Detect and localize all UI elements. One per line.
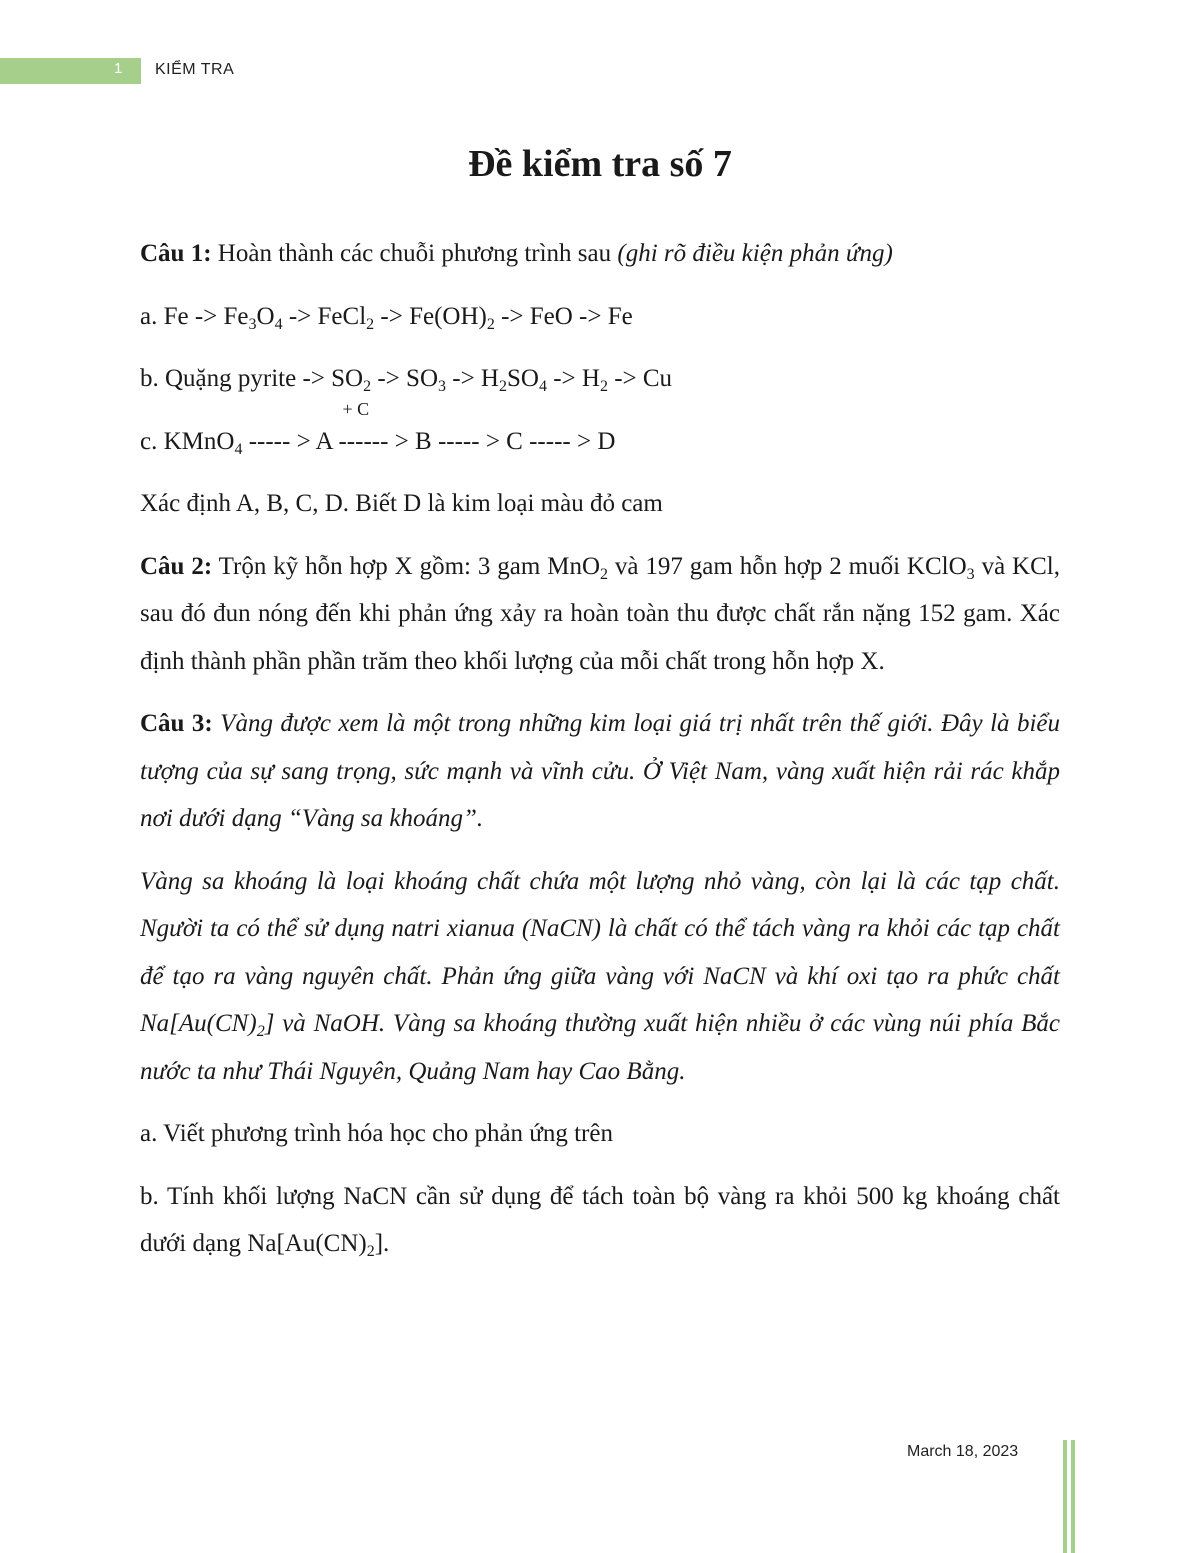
question-3-intro: Câu 3: Vàng được xem là một trong những kim loại giá trị nhất trên thế giới. Đây là biểu tượng của sự sang trọng, sức mạnh và vĩnh cửu. Ở Việt Nam, vàng xuất hiện rải rác khắp nơi dưới dạng “Vàng sa khoáng”. (140, 710, 1060, 832)
footer-accent-rule (1063, 1440, 1067, 1553)
question-2-label: Câu 2: (140, 552, 213, 580)
question-2: Câu 2: Trộn kỹ hỗn hợp X gồm: 3 gam MnO$_2$ và 197 gam hỗn hợp 2 muối KClO$_3$ và KCl, sau đó đun nóng đến khi phản ứng xảy ra hoàn toàn thu được chất rắn nặng 152 gam. Xác định thành phần phần trăm theo khối lượng của mỗi chất trong hỗn hợp X. (140, 552, 1060, 675)
document-body (140, 230, 1060, 1283)
document-title: Đề kiểm tra số 7 (468, 143, 732, 185)
question-3-paragraph: Vàng sa khoáng là loại khoáng chất chứa một lượng nhỏ vàng, còn lại là các tạp chất. Người ta có thể sử dụng natri xianua (NaCN) là chất có thể tách vàng ra khỏi các tạp chất để tạo ra vàng nguyên chất. Phản ứng giữa vàng với NaCN và khí oxi tạo ra phức chất $Na[Au(CN)_2]$ và NaOH. Vàng sa khoáng thường xuất hiện nhiều ở các vùng núi phía Bắc nước ta như Thái Nguyên, Quảng Nam hay Cao Bằng. (140, 867, 1060, 1085)
chain-b: b. Quặng pyrite -> $SO_2 -> SO_3 -> H_2SO_4 -> H_2 -> Cu$ (140, 365, 673, 395)
question-1-prompt: Câu 1: Hoàn thành các chuỗi phương trình sau (ghi rõ điều kiện phản ứng) (140, 240, 893, 267)
question-3-part-b: b. Tính khối lượng NaCN cần sử dụng để tách toàn bộ vàng ra khỏi 500 kg khoáng chất dưới dạng $Na[Au(CN)_2]$. (140, 1182, 1060, 1260)
header-title: KIỂM TRA (155, 61, 235, 78)
footer-date: March 18, 2023 (907, 1443, 1019, 1460)
chain-a: a. $Fe -> Fe_3O_4$ -> FeCl$_2$ -> $Fe(OH)_2$ -> FeO -> Fe (140, 302, 633, 333)
question-3-part-a: a. Viết phương trình hóa học cho phản ứng trên (140, 1120, 613, 1147)
chain-c: c. KMnO$_4$ ----- > A + C ------ > B ----- > C ----- > D (140, 418, 1060, 466)
page-number: 1 (114, 60, 123, 77)
footer-accent-rule-2 (1071, 1440, 1075, 1553)
arrow-with-condition: + C ------ (338, 398, 389, 455)
question-1-note: (ghi rõ điều kiện phản ứng) (617, 240, 893, 267)
question-3-label: Câu 3: (140, 710, 213, 737)
chain-conclusion: Xác định A, B, C, D. Biết D là kim loại màu đỏ cam (140, 490, 663, 517)
question-1-label: Câu 1: (140, 240, 212, 267)
